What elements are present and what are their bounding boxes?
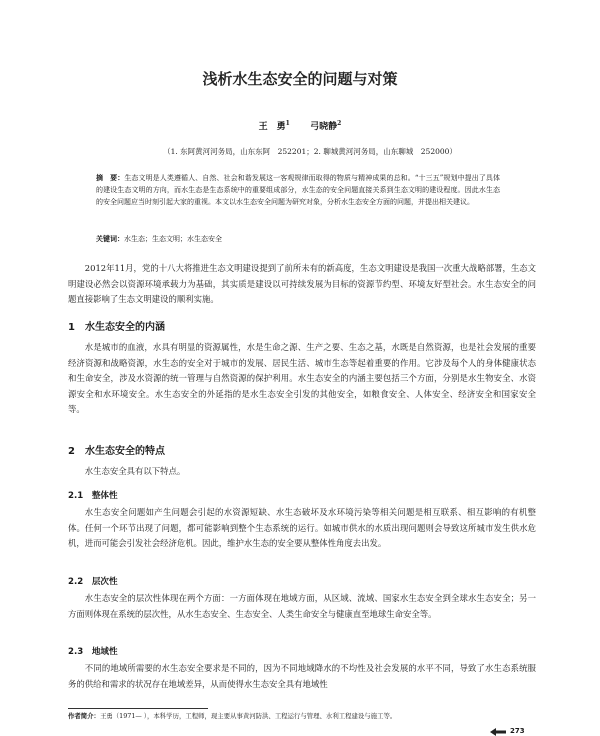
keywords bbox=[96, 233, 500, 245]
section-1-paragraph: 水是城市的血液，水具有明显的资源属性，水是生命之源、生产之要、生态之基，水既是自然资源，也是社会发展的重要经济资源和战略资源，水生态的安全对于城市的发展、居民生活、城市生态等起着重要的作用。它涉及每个人的身体健康状态和生命安全，涉及水资源的统一管理与自然资源的保护利用。水生态安全的内涵主要包括三个方面，分别是水生物安全、水资源安全和水环境安全。水生态安全的外延指的是水生态安全引发的其他安全，如粮食安全、人体安全、经济安全和国家安全等。 bbox=[68, 342, 536, 415]
author-line bbox=[0, 119, 600, 132]
author-affil-mark: 1 bbox=[285, 120, 290, 127]
section-heading-1: 1 水生态安全的内涵 bbox=[68, 322, 165, 333]
author-name: 王 勇 bbox=[258, 122, 286, 132]
subsection-heading-2-3: 2.3 地域性 bbox=[68, 647, 118, 657]
section-heading-2: 2 水生态安全的特点 bbox=[68, 446, 165, 457]
keywords-label: 关键词： bbox=[96, 235, 124, 243]
section-2-paragraph: 水生态安全具有以下特点。 bbox=[84, 466, 186, 476]
affiliation: （1. 东阿黄河河务局，山东东阿 252201；2. 聊城黄河河务局，山东聊城 252000） bbox=[163, 147, 457, 156]
footnote-label: 作者简介： bbox=[68, 712, 100, 720]
author-affil-mark: 2 bbox=[337, 120, 342, 127]
footnote-text: 王勇（1971— ），本科学历，工程师，现主要从事黄河防洪、工程运行与管理、水利工程建设与施工等。 bbox=[99, 712, 397, 720]
author-name: 弓晓静 bbox=[310, 122, 338, 132]
author-footnote bbox=[68, 711, 508, 720]
keywords-text: 水生态；生态文明；水生态安全 bbox=[124, 235, 222, 243]
abstract bbox=[96, 172, 500, 208]
abstract-text: 生态文明是人类遵循人、自然、社会和谐发展这一客观规律而取得的物质与精神成果的总和。“十三五”规划中提出了具体的建设生态文明的方向，而水生态是生态系统中的重要组成部分，水生态的安全问题直接关系到生态文明的建设程度。因此水生态的安全问题应当时刻引起大家的重视。本文以水生态安全问题为研究对象，分析水生态安全方面的问题，并提出相关建议。 bbox=[96, 174, 501, 206]
subsection-2-1-paragraph: 水生态安全问题如产生问题会引起的水资源短缺、水生态破坏及水环境污染等相关问题是相互联系、相互影响的有机整体。任何一个环节出现了问题，都可能影响到整个生态系统的运行。如城市供水的水质出现问题则会导致这所城市发生供水危机，进而可能会引发社会经济危机。因此，维护水生态的安全要从整体性角度去出发。 bbox=[68, 507, 536, 549]
subsection-2-2-paragraph: 水生态安全的层次性体现在两个方面：一方面体现在地域方面，从区域、流域、国家水生态安全到全球水生态安全；另一方面则体现在系统的层次性，从水生态安全、生态安全、人类生命安全与健康直至地球生命安全等。 bbox=[68, 593, 536, 619]
footnote-divider bbox=[68, 708, 208, 709]
paper-title: 浅析水生态安全的问题与对策 bbox=[202, 70, 398, 88]
subsection-heading-2-1: 2.1 整体性 bbox=[68, 491, 118, 501]
page-arrow-icon bbox=[490, 728, 506, 736]
subsection-2-3-paragraph: 不同的地域所需要的水生态安全要求是不同的，因为不同地域降水的不均性及社会发展的水平不同，导致了水生态系统服务的供给和需求的状况存在地域差异，从而使得水生态安全具有地域性 bbox=[68, 663, 536, 689]
abstract-label: 摘 要： bbox=[96, 174, 125, 182]
intro-paragraph: 2012年11月，党的十八大将推进生态文明建设提到了前所未有的新高度，生态文明建设是我国一次重大战略部署，生态文明建设必然会以资源环境承载力为基础，其实质是建设以可持续发展为目标的资源节约型、环境友好型社会。水生态安全的问题直接影响了生态文明建设的顺利实施。 bbox=[68, 263, 536, 305]
page-number: 273 bbox=[510, 727, 525, 735]
subsection-heading-2-2: 2.2 层次性 bbox=[68, 577, 118, 587]
